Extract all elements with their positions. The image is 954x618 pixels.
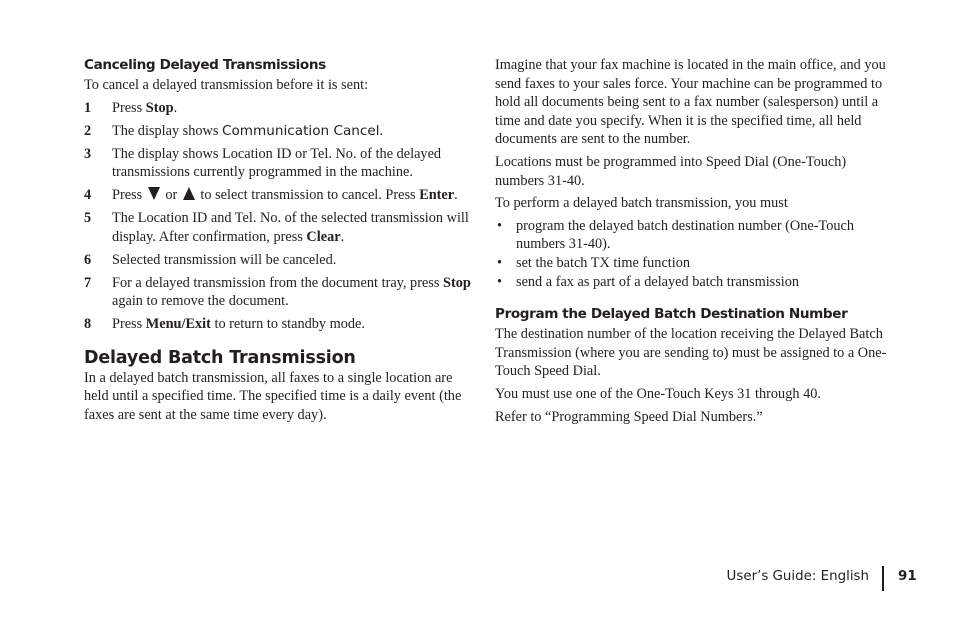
step-item [84,315,476,334]
key-stop-label: Stop [443,274,471,291]
key-menu-exit-label: Menu/Exit [145,316,211,333]
bullet-icon: • [497,254,503,271]
step-text: Selected transmission will be canceled. [112,251,337,268]
footer-divider [882,566,884,591]
down-arrow-key-icon [148,187,160,200]
step-number: 1 [84,99,92,116]
step-text-part: to return to standby mode. [210,316,365,333]
display-message: Communication Cancel [222,122,380,139]
step-text [112,209,476,246]
list-item [495,217,887,254]
left-column [84,56,476,425]
step-item [84,99,476,118]
step-number: 7 [84,274,92,291]
step-number: 6 [84,251,92,268]
speed-dial-requirement: Locations must be programmed into Speed Dial (One-Touch) numbers 31-40. [495,153,847,189]
bullet-icon: • [497,217,503,234]
cancel-steps-list [84,99,476,334]
step-text-part: to select transmission to cancel. Press [196,187,420,204]
step-item [84,122,476,141]
step-text [112,99,476,118]
step-item [84,209,476,246]
step-text-part: . [379,122,384,139]
page-number: 91 [898,569,917,584]
right-column [495,56,887,426]
list-item-text: set the batch TX time function [516,254,691,271]
step-text-part: or [161,187,181,204]
step-text-part: Press [112,187,146,204]
batch-description: In a delayed batch transmission, all faxes to a single location are held until a specified time. The specified time is a daily event (the faxes are sent at the same time every day). [84,369,462,424]
step-text-part: Press [112,99,146,116]
step-text [112,315,476,334]
bullet-icon: • [497,273,503,290]
list-item [495,254,887,273]
destination-paragraph: The destination number of the location receiving the Delayed Batch Transmission (where you are sending to) must be assigned to a One-Touch Speed Dial. [495,326,887,380]
step-number: 4 [84,187,92,204]
step-number: 2 [84,122,92,139]
step-number: 5 [84,210,92,227]
step-text-part: The display shows [112,122,222,139]
step-text [112,122,476,141]
step-text-part: Press [112,316,146,333]
step-text-part: The Location ID and Tel. No. of the selected transmission will display. After confirmation, press [112,210,469,245]
step-text-part: . [454,187,458,204]
one-touch-keys-note: You must use one of the One-Touch Keys 31 through 40. [495,385,821,402]
batch-scenario-paragraph: Imagine that your fax machine is located in the main office, and you send faxes to your sales force. Your machine can be programmed to hold all documents being sent to a fax number (salesperson) until a time and date you specify. When it is the specified time, all held documents are sent to the number. [495,57,886,148]
key-clear-label: Clear [306,228,341,245]
key-stop-label: Stop [145,99,174,116]
section-heading-delayed-batch: Delayed Batch Transmission [84,347,356,368]
step-item [84,251,476,270]
step-text-part: again to remove the document. [112,293,289,310]
section-heading-program-destination: Program the Delayed Batch Destination Number [495,306,848,323]
batch-steps-intro: To perform a delayed batch transmission, you must [495,195,788,212]
section-heading-canceling: Canceling Delayed Transmissions [84,57,326,73]
step-text-part: For a delayed transmission from the document tray, press [112,274,443,291]
step-text-part: . [173,99,178,116]
list-item-text: send a fax as part of a delayed batch transmission [516,273,800,290]
footer-guide-label: User’s Guide: English [726,569,869,584]
step-number: 3 [84,145,92,162]
step-item [84,145,476,182]
cross-reference: Refer to “Programming Speed Dial Numbers.” [495,408,763,425]
step-text-part: . [340,228,345,245]
batch-requirements-list [495,217,887,291]
list-item [495,273,887,292]
step-text: The display shows Location ID or Tel. No. of the delayed transmissions currently programmed in the machine. [112,145,442,181]
up-arrow-key-icon [183,187,195,200]
list-item-text: program the delayed batch destination number (One-Touch numbers 31-40). [516,217,855,253]
step-text [112,274,476,311]
step-number: 8 [84,316,92,333]
step-item [84,274,476,311]
step-text [112,186,476,205]
step-item [84,186,476,205]
key-enter-label: Enter [419,187,455,204]
cancel-intro: To cancel a delayed transmission before it is sent: [84,77,369,93]
